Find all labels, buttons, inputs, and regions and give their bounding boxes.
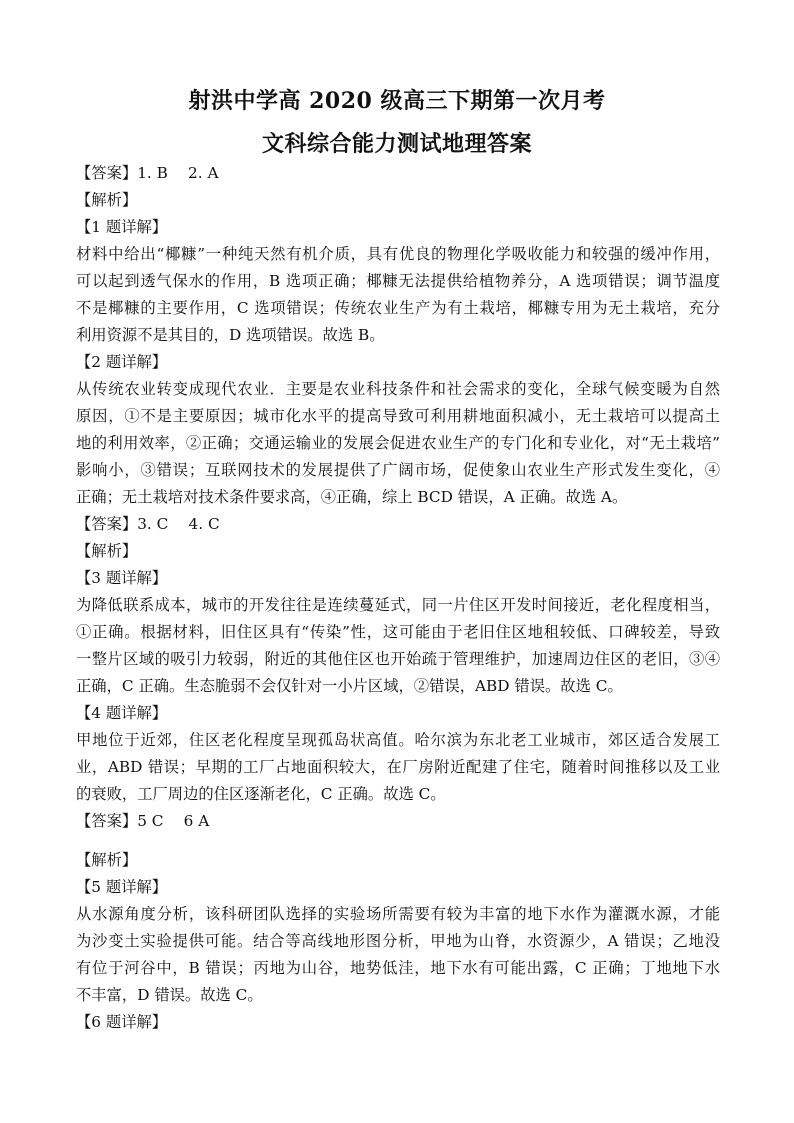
spacer xyxy=(76,835,720,847)
question-heading: 【5 题详解】 xyxy=(76,878,168,896)
page-title: 射洪中学高 2020 级高三下期第一次月考 xyxy=(188,88,606,114)
explanation-line: 甲地位于近郊，住区老化程度呈现孤岛状高值。哈尔滨为东北老工业城市，郊区适合发展工 xyxy=(76,731,720,749)
explanation-line: 为沙变土实验提供可能。结合等高线地形图分析，甲地为山脊，水资源少，A 错误；乙地没 xyxy=(76,932,720,950)
explanation-line: 不是椰糠的主要作用，C 选项错误；传统农业生产为有土栽培，椰糠专用为无土栽培，充分 xyxy=(76,299,720,317)
analysis-heading: 【解析】 xyxy=(76,542,138,560)
explanation-line: ①正确。根据材料，旧住区具有“传染”性，这可能由于老旧住区地租较低、口碑较差，导致 xyxy=(76,623,720,641)
analysis-heading: 【解析】 xyxy=(76,191,138,209)
analysis-heading: 【解析】 xyxy=(76,851,138,869)
explanation-line: 正确，C 正确。生态脆弱不会仅针对一小片区域，②错误，ABD 错误。故选 C。 xyxy=(76,677,623,695)
explanation-line: 不丰富，D 错误。故选 C。 xyxy=(76,986,263,1004)
explanation-line: 业，ABD 错误；早期的工厂占地面积较大，在厂房附近配建了住宅，随着时间推移以及工业 xyxy=(76,758,720,776)
explanation-line: 为降低联系成本，城市的开发往往是连续蔓延式，同一片住区开发时间接近，老化程度相当， xyxy=(76,596,720,614)
explanation-line: 一整片区域的吸引力较弱，附近的其他住区也开始疏于管理维护，加速周边住区的老旧，③④ xyxy=(76,650,720,668)
question-heading: 【3 题详解】 xyxy=(76,569,168,587)
explanation-line: 原因，①不是主要原因；城市化水平的提高导致可利用耕地面积减小，无土栽培可以提高土 xyxy=(76,407,720,425)
explanation-line: 从传统农业转变成现代农业．主要是农业科技条件和社会需求的变化，全球气候变暖为自然 xyxy=(76,380,720,398)
answer-line: 【答案】1. B 2. A xyxy=(76,164,219,182)
explanation-line: 利用资源不是其目的，D 选项错误。故选 B。 xyxy=(76,326,385,344)
explanation-line: 材料中给出“椰糠”一种纯天然有机介质，具有优良的物理化学吸收能力和较强的缓冲作用， xyxy=(76,245,720,263)
explanation-line: 正确；无土栽培对技术条件要求高，④正确，综上 BCD 错误，A 正确。故选 A。 xyxy=(76,488,628,506)
question-heading: 【1 题详解】 xyxy=(76,218,168,236)
answer-body xyxy=(76,160,720,1036)
explanation-line: 影响小，③错误；互联网技术的发展提供了广阔市场，促使象山农业生产形式发生变化，④ xyxy=(76,461,720,479)
page-subtitle: 文科综合能力测试地理答案 xyxy=(261,131,532,157)
question-heading: 【2 题详解】 xyxy=(76,353,168,371)
explanation-line: 的衰败，工厂周边的住区逐渐老化，C 正确。故选 C。 xyxy=(76,785,446,803)
explanation-line: 可以起到透气保水的作用，B 选项正确；椰糠无法提供给植物养分，A 选项错误；调节温度 xyxy=(76,272,720,290)
question-heading: 【6 题详解】 xyxy=(76,1013,168,1031)
answer-line: 【答案】5 C 6 A xyxy=(76,812,210,830)
question-heading: 【4 题详解】 xyxy=(76,704,168,722)
explanation-line: 从水源角度分析，该科研团队选择的实验场所需要有较为丰富的地下水作为灌溉水源，才能 xyxy=(76,905,720,923)
explanation-line: 有位于河谷中，B 错误；丙地为山谷，地势低洼，地下水有可能出露，C 正确；丁地地下水 xyxy=(76,959,720,977)
answer-line: 【答案】3. C 4. C xyxy=(76,515,220,533)
explanation-line: 地的利用效率，②正确；交通运输业的发展会促进农业生产的专门化和专业化，对“无土栽培” xyxy=(76,434,720,452)
